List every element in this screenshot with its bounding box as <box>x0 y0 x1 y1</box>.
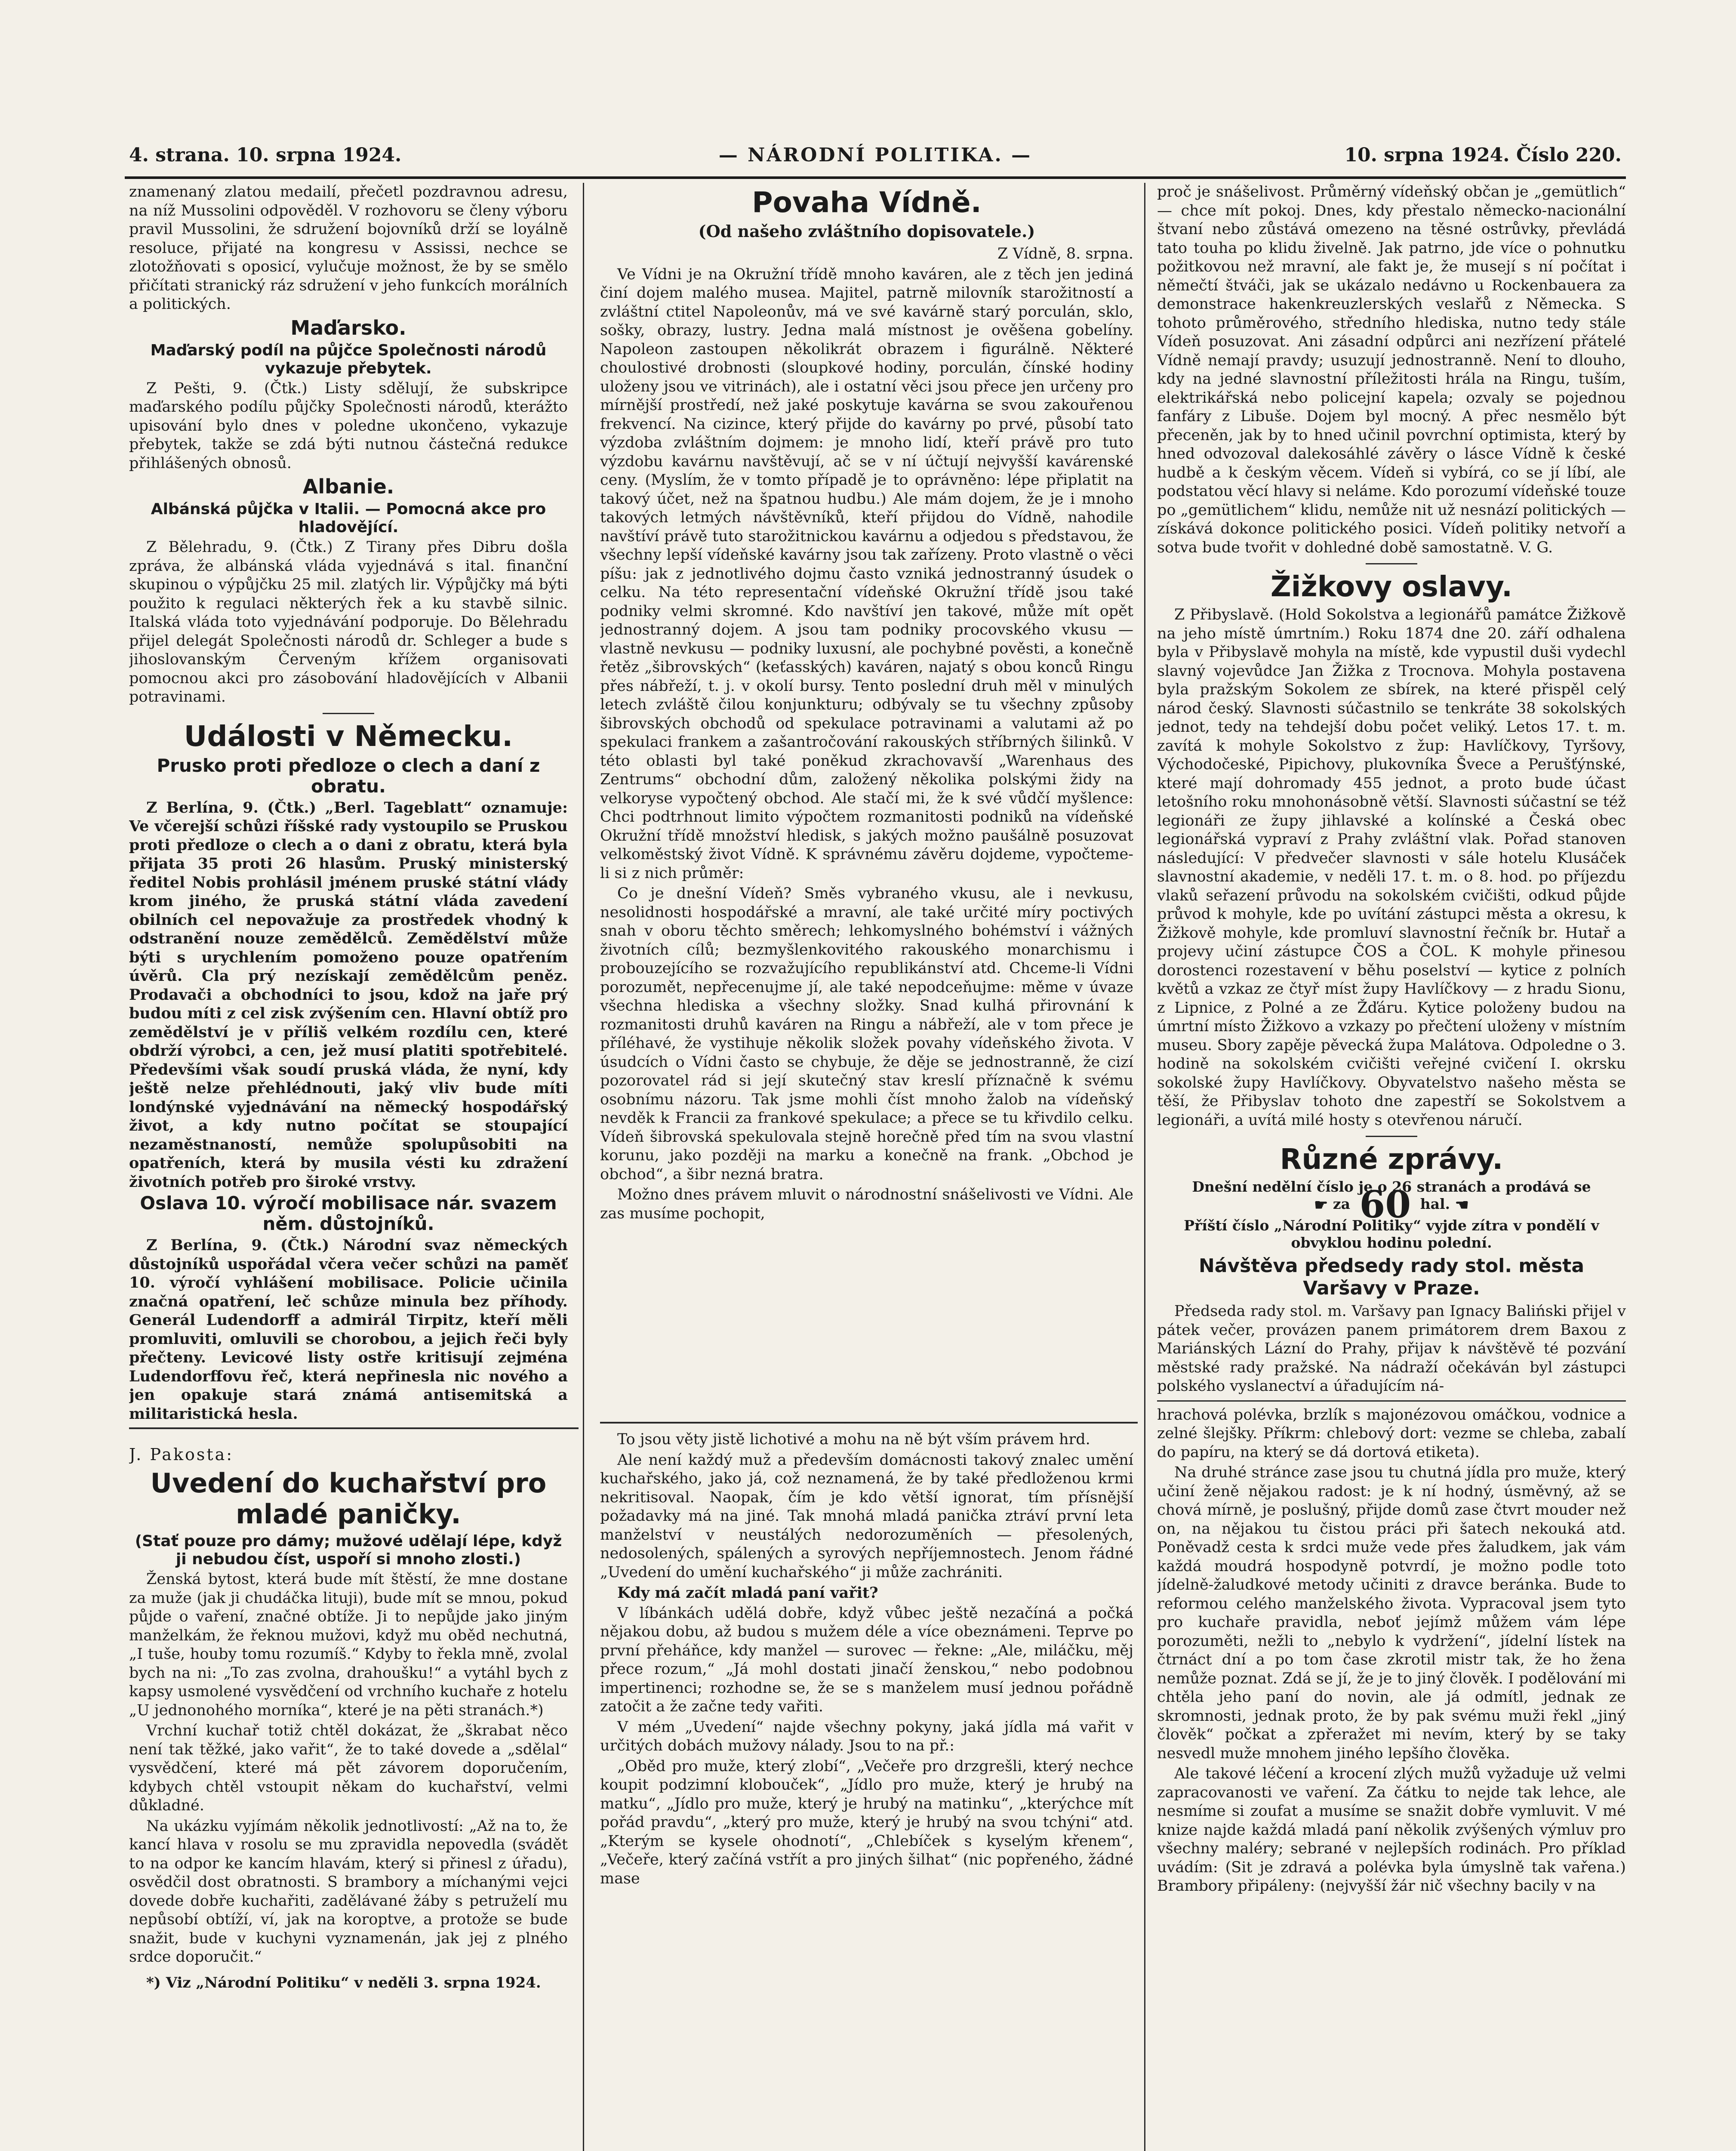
footnote: *) Viz „Národní Politiku“ v neděli 3. srpna 1924. <box>146 1974 541 1991</box>
cooking-paragraph-5: Ale není každý muž a především domácnosti takový znalec umění kuchařského, jako já, což neznamená, že by také předloženou krmi nekritisoval. Naopak, čím je kdo větší ignorat, tím přísnější požadavky má na jiné. Tak mnohá mladá panička ztráví první leta manželství v neustálých nedorozuměních — přesolených, nedosolených, spálených a syrových nepříjemnostech. Jenom řádné „Uvedení do umění kuchařského“ ji může zachrániti. <box>600 1451 1133 1581</box>
separator <box>1366 563 1417 564</box>
feuilleton-column-1 <box>129 1441 568 2151</box>
author-byline: J. Pakosta: <box>129 1445 234 1464</box>
price-notice-text: Dnešní nedělní číslo je o 26 stranách a prodává se <box>1192 1178 1591 1195</box>
separator <box>1366 1136 1417 1137</box>
vienna-continuation: proč je snášelivost. Průměrný vídeňský občan je „gemütlich“ — chce mít pokoj. Dnes, kdy přestalo německo-nacionální štvaní nebo zůstává omezeno na těsné ostrůvky, převládá tato touha po klidu živelně. Jak patrno, jde více o pohnutku požitkovou než mravní, ale fakt je, že musejí s ní počítat i němečtí štváči, jak se ukázalo nedávno u Rockenbauera za demonstrace hakenkreuzlerských veslařů z Německa. S tohoto průměrového, středního hlediska, nutno tedy stále Vídeň posuzovat. Ani zásadní odpůrci ani nezřízení přátelé Vídně nemají pravdy; usuzují jednostranně. Není to dlouho, kdy na jedné slavnostní příležitosti hrála na Ringu, tuším, elektrikářská nebo policejní kapela; ozvaly se pojednou fanfáry z Libuše. Dojem byl mocný. A přec nesmělo být přeceněn, jak by to hned učinil povrchní optimista, který by hned odvozoval dalekosáhlé závěry o lásce Vídně k české hudbě a k českým věcem. Vídeň si vybírá, co se jí líbí, ale podstatou věcí hlavy si neláme. Kdo porozumí vídeňské touze po „gemütlichem“ klidu, nemůže nit už nesnází politických — získává dokonce politického posici. Vídeň politiky netvoří a sotva bude tvořit v dohledné době samostatně. V. G. <box>1157 183 1626 556</box>
next-issue-notice: Příští číslo „Národní Politiky“ vyjde zítra v pondělí v obvyklou hodinu polední. <box>1184 1217 1599 1251</box>
column-divider-1 <box>583 183 584 2151</box>
masthead-title: — NÁRODNÍ POLITIKA. — <box>718 144 1032 166</box>
vienna-subheading: (Od našeho zvláštního dopisovatele.) <box>698 222 1035 241</box>
albania-subheading: Albánská půjčka v Italii. — Pomocná akce pro hladovějící. <box>151 500 546 536</box>
cooking-paragraph-8: „Oběd pro muže, který zlobí“, „Večeře pro drzgrešli, který nechce koupit podzimní klobouček“, „Jídlo pro muže, který je hrubý na matku“, „Jídlo pro muže, který je hrubý na matinku“, „kterýchce mít pořád pravdu“, „který pro muže, který je hrubý na svou tchýni“ atd. „Kterým se kysele ohodnotí“, „Chlebíček s kyselým křenem“, „Večeře, který začíná vstřít a pro jiných šilhat“ (nic popřeného, žádné mase <box>600 1757 1133 1887</box>
pointing-hand-icon: ☚ <box>1455 1196 1469 1214</box>
cooking-paragraph-3: Na ukázku vyjímám několik jednotlivostí: „Až na to, že kancí hlava v rosolu se mu zpravidla nepovedla (svádět to na odpor ke kancím hlavám, který si přinesl z úřadu), osvědčil dost obratnosti. S brambory a míchanými vejci dovede dobře kuchařiti, zadělávané žáby s petruželí mu nepůsobí obtíží, ví, jak na koroptve, a protože se bude snažit, bude v kuchyni vyznamenán, jak jej z plného srdce doporučit.“ <box>129 1817 568 1966</box>
cooking-question: Kdy má začít mladá paní vařit? <box>617 1584 878 1602</box>
section-divider-left <box>129 1427 579 1429</box>
cooking-paragraph-1: Ženská bytost, která bude mít štěstí, že mne dostane za muže (jak ji chudáčka lituji), bude mít se mnou, pokud půjde o vaření, značné obtíže. Ji to nepůjde jako jiným manželkám, že řeknou mužovi, když mu oběd nechutná, „I tuše, houby tomu rozumíš.“ Kdyby to řekla mně, zvolal bych na ni: „To zas zvolna, drahoušku!“ a vytáhl bych z kapsy usmolené vysvědčení od vrchního kuchaře z hotelu „U jednonohého morníka“, které je na pěti stranách.*) <box>129 1571 568 1719</box>
cooking-paragraph-2: Vrchní kuchař totiž chtěl dokázat, že „škrabat něco není tak těžké, jako vařit“, že to také dovede a „sdělal“ vysvědčení, které má pět závorem doporučením, kdybych chtěl vstoupit někam do kuchařství, velmi důkladné. <box>129 1722 568 1814</box>
hungary-heading: Maďarsko. <box>290 316 406 339</box>
cooking-paragraph-right-1: Na druhé stránce zase jsou tu chutná jídla pro muže, který učiní ženě nějakou radost: je k ní hodný, úsměvný, až se chová mírně, je poslušný, přijde domů zase čtvrt mouder než on, na nějakou tu čistou práci při šatech nekouká atd. Poněvadž cesta k srdci muže vede přes žaludkem, jak vám každá moudrá hospodyně potvrdí, je možno podle toto jídelně-žaludkové metody učiniti z dravce beránka. Bude to reformou celého manželského života. Vypracoval jsem tyto pro kuchaře pravidla, neboť jejímž můžem vám lépe porozuměti, nežli to „nebylo k vydržení“, jídelní lístek na čtrnáct dní a po tom čase zkrotil mistr tak, že ho žena nemůže poznat. Zdá se jí, že je to jiný člověk. I podělování mi chtěla jeho paní do novin, ale já odmítl, jednak ze skromnosti, jednak proto, že by pak svému muži řekl „jiný člověk“ počkat a zpřeražet mi nevím, který by se taky nesvedl muže mnohem jiného lepšího člověka. <box>1157 1464 1626 1762</box>
cooking-paragraph-4: To jsou věty jistě lichotivé a mohu na ně být vším právem hrd. <box>617 1431 1090 1448</box>
hungary-article: Z Pešti, 9. (Čtk.) Listy sdělují, že subskripce maďarského podílu půjčky Společnosti národů, kterážto upisování bylo dnes v poledne ukončeno, vykazuje přebytek, takže se zdá býti nutnou částečná redukce přihlášených obnosů. <box>129 379 568 472</box>
mobilisation-heading: Oslava 10. výročí mobilisace nár. svazem něm. důstojníků. <box>140 1193 557 1234</box>
germany-heading: Události v Německu. <box>184 719 513 753</box>
vienna-paragraph-3: Možno dnes právem mluvit o národnostní snášelivosti ve Vídni. Ale zas musíme pochopit, <box>600 1186 1133 1222</box>
price-value: 60 <box>1359 1183 1411 1227</box>
cooking-continuation: hrachová polévka, brzlík s majonézovou omáčkou, vodnice a zelné šlejšky. Příkrm: chlebový dort: vezme se chleba, zabalí do papíru, na který se dá dortová etiketa). <box>1157 1406 1626 1461</box>
warsaw-heading: Návštěva předsedy rady stol. města Varšavy v Praze. <box>1198 1255 1585 1299</box>
italy-article-end: znamenaný zlatou medailí, přečetl pozdravnou adresu, na níž Mussolini odpověděl. V rozhovoru se členy výboru pravil Mussolini, že sdružení bojovníků drží se loyálně resoluce, přijaté na kongresu v Assissi, nechce se zlotožňovati s oposicí, vylučuje možnost, že by se smělo přičítati stranický ráz sdružení v jeho funkcích morálních a politických. <box>129 183 568 313</box>
albania-heading: Albanie. <box>302 475 394 498</box>
cooking-heading: Uvedení do kuchařství pro mladé paničky. <box>150 1467 547 1530</box>
zizka-heading: Žižkovy oslavy. <box>1270 570 1513 603</box>
mobilisation-article: Z Berlína, 9. (Čtk.) Národní svaz německých důstojníků uspořádal včera večer schůzi na paměť 10. výročí vyhlášení mobilisace. Policie učinila značná opatření, leč schůze minula bez příhody. Generál Ludendorff a admirál Tirpitz, kteří měli promluviti, omluvili se chorobou, a jejich řeči byly přečteny. Levicové listy ostře kritisují zejména Ludendorffovu řeč, která nepřinesla nic nového a jen opakuje stará známá antisemitská a militaristická hesla. <box>129 1236 568 1422</box>
hungary-subheading: Maďarský podíl na půjčce Společnosti národů vykazuje přebytek. <box>150 341 547 377</box>
page-header <box>129 144 1622 170</box>
page-number-date: 4. strana. 10. srpna 1924. <box>129 144 402 166</box>
price-notice <box>1157 1178 1626 1227</box>
feuilleton-column-2 <box>600 1430 1133 2151</box>
section-divider-mid <box>600 1422 1138 1424</box>
column-2 <box>600 183 1133 1422</box>
vienna-paragraph-1: Ve Vídni je na Okružní třídě mnoho kaváren, ale z těch jen jediná činí dojem malého musea. Majitel, patrně milovník starožitností a zvláštní ctitel Napoleonův, má ve své kavárně starý porculán, sklo, sošky, obrazy, lustry. Jedna malá místnost je ověšena gobelíny. Napoleon zastoupen několikrát obrazem i figurálně. Některé choulostivé drobnosti (sloupkové hodiny, porculán, čínské hodiny uloženy jsou ve vitrinách), ale i ostatní věci jsou přece jen určeny pro mírnější prostředí, než jaké poskytuje kavárna se svou zakouřenou frekvencí. Na cizince, který přijde do kavárny po prvé, působí tato výzdoba zvláštním dojmem: je mnoho lidí, kteří právě pro tuto výzdobu kavárnu navštěvují, ač se v ní účtují nejvyšší kavárenské ceny. (Myslím, že v tomto případě je to oprávněno: lépe připlatit na takový účet, než na špatnou hudbu.) Ale mám dojem, že je i mnoho takových letmých návštěvníků, kteří přijdou do Vídně, nahodile navštíví právě tuto starožitnickou kavárnu a odjedou s představou, že všechny lepší vídeňské kavárny jsou tak zařízeny. Proto vlastně o věci píšu: jak z jednotlivého dojmu často vzniká jednostranný úsudek o celku. Na této representační vídeňské Okružní třídě jsou také podniky velmi skromné. Kdo navštíví jen takové, může mít opět jednostranný dojem. A jsou tam podniky procovského vkusu — vlastně nevkusu — podniky luxusní, ale pochybné pověsti, a konečně řetěz „šibrovských“ (keťasských) kaváren, najatý s obou konců Ringu přes nábřeží, t. j. v okolí bursy. Tento poslední druh měl v minulých letech zvláště čilou konjunkturu; odbývaly se tu všechny způsoby šibrovských obchodů od spekulace potravinami a valutami až po spekulaci frankem a zašantročování rakouských stříbrných šilinků. V této oblasti byl také poněkud zkrachovavší „Warenhaus des Zentrums“ obchodní dům, založený několika polskými židy na velkoryse vypočtený obchod. Ale stačí mi, že k své vůdčí myšlence: Chci podtrhnout limito výpočtem rozmanitosti podniků na vídeňské Okružní třídě množství hledisk, s jakých možno paušálně posuzovat velkoměstský život Vídně. K správnému závěru dojdeme, vypočteme-li si z nich průměr: <box>600 265 1133 882</box>
column-1 <box>129 183 568 1422</box>
vienna-dateline: Z Vídně, 8. srpna. <box>997 245 1133 262</box>
zizka-article: Z Přibyslavě. (Hold Sokolstva a legionářů památce Žižkově na jeho místě úmrtním.) Roku 1874 dne 20. září odhalena byla v Přibyslavě mohyla na místě, kde vypustil duši vydechl slavný vojevůdce Jan Žižka z Trocnova. Mohyla postavena byla pražským Sokolem ze sbírek, na které přispěl celý národ český. Slavnosti súčastnilo se tenkráte 38 sokolských jednot, tedy na tehdejší dobu počet veliký. Letos 17. t. m. zavítá k mohyle Sokolstvo z žup: Havlíčkovy, Tyršovy, Východočeské, Pipichovy, plukovníka Švece a Perušťýnské, které mají dohromady 455 jednot, a proto bude účast letošního roku mnohonásobně větší. Slavnosti súčastní se též legionáři ze župy jihlavské a kolínské a Česká obec legionářská vypraví z Prahy zvláštní vlak. Pořad stanoven následující: V předvečer slavnosti v sále hotelu Klusáček slavnostní akademie, v neděli 17. t. m. o 8. hod. po příjezdu vlaků seřazení průvodu na sokolském cvičišti, odkud půjde průvod k mohyle, kde po uvítání zástupci města a okresu, k Žižkově mohyle, kde promluví slavnostní řečník br. Hutař a projevy učiní zástupce ČOS a ČOL. K mohyle přinesou dorostenci rozestavení v běhu poselství — kytice z polních květů a vzkaz ze čtyř míst župy Havlíčkovy — z hradu Sionu, z Lipnice, z Polné a ze Žďáru. Kytice položeny budou na úmrtní místo Žižkovo a vzkazy po přečtení uloženy v místním museu. Sbory zapěje pěvecká župa Malátova. Odpoledne o 3. hodině na sokolském cvičišti veřejné cvičení I. okrsku sokolské župy Havlíčkovy. Obyvatelstvo našeho města se těší, že Přibyslav tohoto dne zapestří se Sokolstvem a legionáři, a uvítá milé hosty s otevřenou náručí. <box>1157 606 1626 1129</box>
cooking-subheading: (Stať pouze pro dámy; mužové udělají lépe, když ji nebudou číst, uspoří si mnoho zlosti.) <box>135 1532 562 1568</box>
vienna-paragraph-2: Co je dnešní Vídeň? Směs vybraného vkusu, ale i nevkusu, nesolidnosti hospodářské a mravní, ale také určité míry poctivých snah v oboru těchto směrech; lehkomyslného bohémství i vážných životních cílů; bezmyšlenkovitého rakouského monarchismu i probouzejícího se rozvažujícího republikánství atd. Chceme-li Vídni porozumět, nepřecenujme jí, ale také nepodceňujme: měme v úvaze všechna hlediska a všechny složky. Snad kulhá přirovnání k rozmanitosti druhů kaváren na Ringu a nábřeží, ale v tom přece je příléhavé, že vystihuje několik složek povahy vídeňského života. V úsudcích o Vídni často se chybuje, že děje se jednostranně, že cizí pozorovatel rád si její skutečný stav kreslí příznačně k svému osobnímu názoru. Tak jsme mohli číst mnoho žalob na vídeňský nevděk k Francii za frankové spekulace; a přece se tu křivdilo celku. Vídeň šibrovská spekulovala stejně horečně před tím na svou vlastní korunu, jako později na marku a konečně na frank. „Obchod je obchod“, a šibr nezná bratra. <box>600 885 1133 1183</box>
warsaw-article: Předseda rady stol. m. Varšavy pan Ignacy Baliński přijel v pátek večer, provázen panem primátorem drem Baxou z Mariánských Lázní do Prahy, přijav k návštěvě té pozvání městské rady pražské. Na nádraží očekáván byl zástupci polského vyslanectví a úřadujícím ná- <box>1157 1303 1626 1395</box>
germany-article: Z Berlína, 9. (Čtk.) „Berl. Tageblatt“ oznamuje: Ve včerejší schůzi říšské rady vystoupilo se Pruskou proti předloze o clech a o dani z obratu, která byla přijata 35 proti 26 hlasům. Pruský ministerský ředitel Nobis prohlásil jménem pruské státní vlády krom jiného, že pruská státní vláda zavedení obilních cel nepovažuje za prostředek vhodný k odstranění nouze zemědělců. Zemědělství může býti s urychlením pomoženo pouze opatřením úvěrů. Cla prý nezískají zemědělcům peněz. Prodavači a obchodníci to jsou, kdož na jaře prý budou míti z cel zisk zvýšením cen. Hlavní obtíž pro zemědělství je v příliš velkém rozdílu cen, které obdrží výrobci, a cen, jež musí platiti spotřebitelé. Předevšími však soudí pruská vláda, že nyní, kdy ještě nelze přehlédnouti, jaký vliv bude míti londýnské vyjednávání na německý hospodářský život, a kdy nutno počítat se stoupající nezaměstnaností, nemůže spolupůsobiti na opatřeních, která by musila vésti ku zdražení životních potřeb pro široké vrstvy. <box>129 798 568 1191</box>
issue-number: 10. srpna 1924. Číslo 220. <box>1344 144 1622 166</box>
price-unit: hal. <box>1420 1196 1450 1212</box>
cooking-paragraph-6: V líbánkách udělá dobře, když vůbec ještě nezačíná a počká nějakou dobu, až budou s mužem déle a více obeznámeni. Teprve po první přeháňce, kdy manžel — surovec — řekne: „Ale, miláčku, měj přece rozum,“ „Já mohl dostati jinačí ženskou,“ nebo podobnou impertinenci; rozhodne se, že se s manželem musí jednou pořádně zatočit a že začne tedy vařiti. <box>600 1604 1133 1715</box>
cooking-paragraph-7: V mém „Uvedení“ najde všechny pokyny, jaká jídla má vařit v určitých dobách mužovy nálady. Jsou to na př.: <box>600 1718 1133 1754</box>
pointing-hand-icon: ☛ <box>1314 1196 1328 1214</box>
column-3 <box>1157 183 1626 2151</box>
price-prefix: za <box>1333 1196 1351 1212</box>
column-divider-2 <box>1144 183 1145 2151</box>
news-heading: Různé zprávy. <box>1280 1143 1503 1176</box>
separator <box>323 713 374 714</box>
albania-article: Z Bělehradu, 9. (Čtk.) Z Tirany přes Dibru došla zpráva, že albánská vláda vyjednává s ital. finanční skupinou o výpůjčku 25 mil. zlatých lir. Výpůjčky má býti použito k regulaci některých řek a ku stavbě silnic. Italská vláda toto vyjednávání podporuje. Do Bělehradu přijel delegát Společnosti národů dr. Schleger a bude s jihoslovanským Červeným křížem organisovati pomocnou akci pro zásobování hladovějících v Albanii potravinami. <box>129 539 568 706</box>
header-rule <box>125 176 1626 179</box>
cooking-paragraph-right-2: Ale takové léčení a krocení zlých mužů vyžaduje už velmi zapracovanosti ve vaření. Za čátku to nejde tak lehce, ale nesmíme si zoufat a musíme se snažit dobře vymluvit. V mé knize najde každá mladá paní několik zvýšených výmluv pro všechny maléry; sebrané v nejlepších rodinách. Pro příklad uvádím: (Sit je zdravá a polévka byla úmyslně tak vařena.) Brambory připáleny: (nejvyšší žár nič všechny bacily v na <box>1157 1765 1626 1895</box>
vienna-heading: Povaha Vídně. <box>752 186 982 219</box>
germany-subheading: Prusko proti předloze o clech a daní z obratu. <box>157 755 540 797</box>
section-divider-right <box>1157 1400 1626 1402</box>
